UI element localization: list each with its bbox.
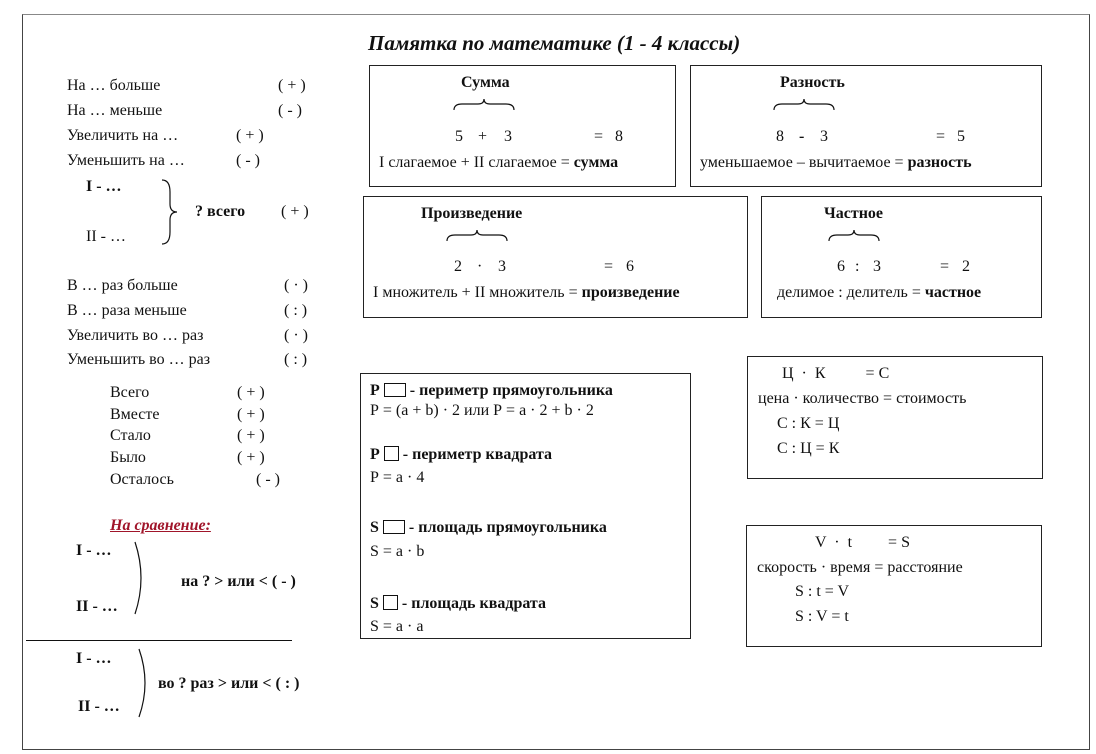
- compare-first: I - …: [76, 650, 112, 667]
- difference-op: -: [799, 128, 805, 145]
- speed-line-2: скорость · время = расстояние: [757, 559, 963, 576]
- rectangle-icon: [384, 383, 406, 397]
- group-first: I - …: [86, 178, 122, 195]
- square-icon: [383, 595, 398, 610]
- keyword: Было: [110, 449, 146, 466]
- perimeter-square-title: Р - периметр квадрата: [370, 446, 552, 463]
- difference-b: 3: [820, 128, 828, 145]
- keyword-sign: ( + ): [237, 449, 265, 466]
- price-line-1: Ц · К = С: [782, 365, 890, 382]
- compare-second: II - …: [78, 698, 120, 715]
- product-result: 6: [626, 258, 634, 275]
- quotient-a: 6: [837, 258, 845, 275]
- rule-sign: ( + ): [278, 77, 306, 94]
- quotient-formula: делимое : делитель = частное: [777, 284, 982, 301]
- rule-sign: ( + ): [236, 127, 264, 144]
- product-b: 3: [498, 258, 506, 275]
- rule-sign: ( : ): [284, 302, 308, 319]
- speed-line-1: V · t = S: [815, 534, 910, 551]
- group-question: ? всего: [195, 203, 246, 220]
- sum-op: +: [478, 128, 488, 145]
- top-brace-icon: [445, 229, 509, 243]
- quotient-op: :: [855, 258, 860, 275]
- price-line-4: С : Ц = К: [777, 440, 840, 457]
- price-box: [747, 356, 1043, 479]
- rule-sign: ( : ): [284, 351, 308, 368]
- group-second: II - …: [86, 228, 126, 245]
- right-paren-icon: [133, 540, 149, 616]
- sum-eq: =: [594, 128, 604, 145]
- difference-formula: уменьшаемое – вычитаемое = разность: [700, 154, 972, 171]
- right-paren-icon: [137, 647, 153, 719]
- sum-a: 5: [455, 128, 463, 145]
- keyword-sign: ( + ): [237, 406, 265, 423]
- page-title: Памятка по математике (1 - 4 классы): [368, 31, 741, 55]
- square-icon: [384, 446, 399, 461]
- speed-box: [746, 525, 1042, 647]
- group-sign: ( + ): [281, 203, 309, 220]
- perimeter-square-formula: Р = a · 4: [370, 469, 425, 486]
- keyword-sign: ( + ): [237, 427, 265, 444]
- rule-text: Уменьшить во … раз: [67, 351, 211, 368]
- rule-text: На … больше: [67, 77, 161, 94]
- sum-result: 8: [615, 128, 623, 145]
- top-brace-icon: [772, 98, 836, 112]
- rule-text: Увеличить на …: [67, 127, 179, 144]
- top-brace-icon: [452, 98, 516, 112]
- difference-box: [690, 65, 1042, 187]
- rule-sign: ( - ): [236, 152, 260, 169]
- product-a: 2: [454, 258, 462, 275]
- compare-second: II - …: [76, 598, 118, 615]
- product-eq: =: [604, 258, 614, 275]
- top-brace-icon: [827, 229, 881, 243]
- keyword: Вместе: [110, 406, 160, 423]
- rule-text: В … раза меньше: [67, 302, 187, 319]
- rule-sign: ( · ): [284, 327, 308, 344]
- rule-text: Увеличить во … раз: [67, 327, 204, 344]
- area-rect-formula: S = a · b: [370, 543, 425, 560]
- rule-text: На … меньше: [67, 102, 163, 119]
- compare-first: I - …: [76, 542, 112, 559]
- area-square-title: S - площадь квадрата: [370, 595, 546, 612]
- area-square-formula: S = a · a: [370, 618, 424, 635]
- rectangle-icon: [383, 520, 405, 534]
- difference-result: 5: [957, 128, 965, 145]
- compare-text: на ? > или < ( - ): [181, 573, 296, 590]
- rule-sign: ( - ): [278, 102, 302, 119]
- product-title: Произведение: [421, 205, 523, 222]
- perimeter-rect-formula: Р = (a + b) · 2 или Р = a · 2 + b · 2: [370, 402, 594, 419]
- compare-text: во ? раз > или < ( : ): [158, 675, 300, 692]
- geometry-box: [360, 373, 691, 639]
- rule-text: Уменьшить на …: [67, 152, 185, 169]
- keyword-sign: ( + ): [237, 384, 265, 401]
- compare-heading: На сравнение:: [110, 517, 211, 534]
- right-brace-icon: [160, 178, 180, 246]
- difference-a: 8: [776, 128, 784, 145]
- product-box: [363, 196, 748, 318]
- quotient-box: [761, 196, 1042, 318]
- difference-title: Разность: [780, 74, 845, 91]
- area-rect-title: S - площадь прямоугольника: [370, 519, 607, 536]
- perimeter-rect-title: Р - периметр прямоугольника: [370, 382, 613, 399]
- quotient-eq: =: [940, 258, 950, 275]
- keyword: Стало: [110, 427, 151, 444]
- sum-box: [369, 65, 676, 187]
- quotient-result: 2: [962, 258, 970, 275]
- quotient-title: Частное: [824, 205, 884, 222]
- rule-sign: ( · ): [284, 277, 308, 294]
- difference-eq: =: [936, 128, 946, 145]
- speed-line-4: S : V = t: [795, 608, 849, 625]
- quotient-b: 3: [873, 258, 881, 275]
- sum-formula: I слагаемое + II слагаемое = сумма: [379, 154, 619, 171]
- keyword-sign: ( - ): [256, 471, 280, 488]
- price-line-3: С : К = Ц: [777, 415, 840, 432]
- product-formula: I множитель + II множитель = произведение: [373, 284, 680, 301]
- speed-line-3: S : t = V: [795, 583, 850, 600]
- price-line-2: цена · количество = стоимость: [758, 390, 967, 407]
- divider-line: [26, 640, 292, 641]
- sum-b: 3: [504, 128, 512, 145]
- rule-text: В … раз больше: [67, 277, 178, 294]
- sum-title: Сумма: [461, 74, 510, 91]
- keyword: Осталось: [110, 471, 174, 488]
- keyword: Всего: [110, 384, 150, 401]
- product-op: ·: [477, 258, 483, 275]
